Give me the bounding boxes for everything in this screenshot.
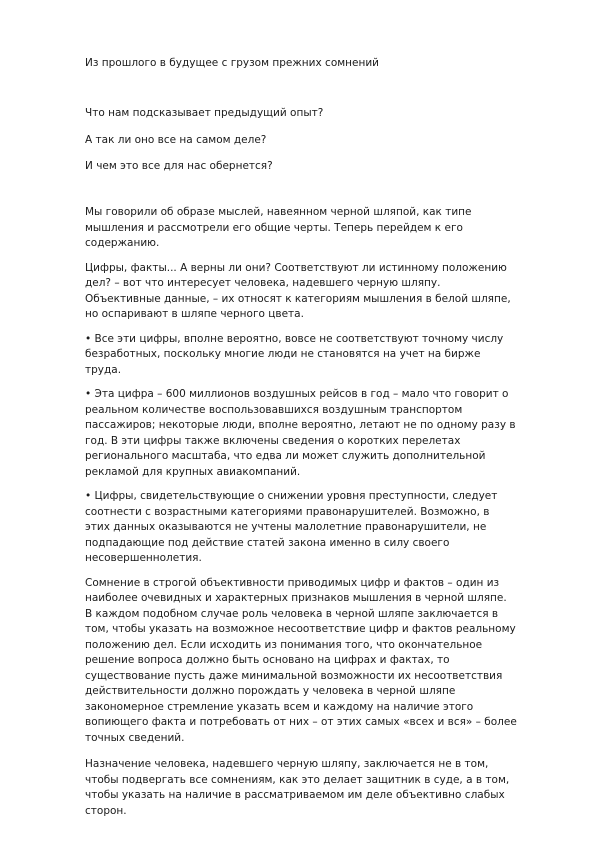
question-list	[85, 106, 515, 186]
document-title: Из прошлого в будущее с грузом прежних сомнений	[85, 57, 380, 69]
question-1: Что нам подсказывает предыдущий опыт?	[85, 107, 324, 119]
question-3: И чем это все для нас обернется?	[85, 160, 273, 172]
bullet-crime: • Цифры, свидетельствующие о снижении уровня преступности, следует соотнести с возрастными категориями правонарушителей. Возможно, в этих данных оказываются не учтены малолетние правонарушители, не подпадающие под действие статей закона именно в силу своего несовершеннолетия.	[85, 490, 498, 564]
paragraph-doubt: Сомнение в строгой объективности приводимых цифр и фактов – один из наиболее очевидных и характерных признаков мышления в черной шляпе. В каждом подобном случае роль человека в черной шляпе заключается в том, чтобы указать на возможное несоответствие цифр и фактов реальному положению дел. Если исходить из понимания того, что окончательное решение вопроса должно быть основано на цифрах и фактах, то существование пусть даже минимальной возможности их несоответствия действительности должно порождать у человека в черной шляпе закономерное стремление указать всем и каждому на наличие этого вопиющего факта и потребовать от них – от этих самых «всех и вся» – более точных сведений.	[85, 576, 517, 744]
paragraph-purpose: Назначение человека, надевшего черную шляпу, заключается не в том, чтобы подвергать все сомнениям, как это делает защитник в суде, а в том, чтобы указать на наличие в рассматриваемом им деле объективно слабых сторон.	[85, 758, 510, 817]
paragraph-intro: Мы говорили об образе мыслей, навеянном черной шляпой, как типе мышления и рассмотрели его общие черты. Теперь перейдем к его содержанию.	[85, 206, 472, 249]
paragraph-facts: Цифры, факты... А верны ли они? Соответствуют ли истинному положению дел? – вот что интересует человека, надевшего черную шляпу. Объективные данные, – их относят к категориям мышления в белой шляпе, но оспаривают в шляпе черного цвета.	[85, 261, 511, 320]
bullet-unemployment: • Все эти цифры, вполне вероятно, вовсе не соответствуют точному числу безработных, поскольку многие люди не становятся на учет на бирже труда.	[85, 332, 504, 376]
bullet-flights: • Эта цифра – 600 миллионов воздушных рейсов в год – мало что говорит о реальном количестве воспользовавшихся воздушным транспортом пассажиров; некоторые люди, вполне вероятно, летают не по одному разу в год. В эти цифры также включены сведения о коротких перелетах регионального масштаба, что едва ли может служить дополнительной рекламой для крупных авиакомпаний.	[85, 388, 516, 478]
document-body	[85, 205, 517, 828]
question-2: А так ли оно все на самом деле?	[85, 133, 267, 146]
